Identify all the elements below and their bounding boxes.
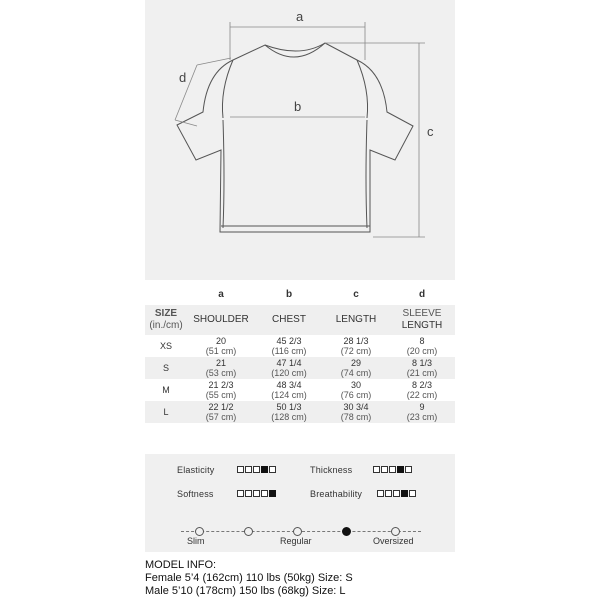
value-inches: 30 (350, 380, 361, 390)
value-inches: 9 (419, 402, 425, 412)
fit-dot (293, 527, 302, 536)
rating-box (245, 490, 252, 497)
tshirt-collar (265, 43, 325, 57)
fit-dot (244, 527, 253, 536)
rating-boxes-softness (237, 490, 276, 497)
rating-box (385, 490, 392, 497)
column-header-sleeve-length: SLEEVE LENGTH (389, 305, 455, 335)
fit-dot (195, 527, 204, 536)
column-letter: b (285, 288, 293, 300)
tshirt-diagram-panel (145, 0, 455, 280)
size-value-cell (187, 357, 255, 379)
value-cm: (55 cm) (205, 390, 237, 400)
size-value-cell (389, 379, 455, 401)
rating-box (373, 466, 380, 473)
size-value-cell (323, 357, 389, 379)
size-value-cell (389, 335, 455, 357)
rating-box (389, 466, 396, 473)
value-inches: 48 3/4 (276, 380, 302, 390)
rating-box (401, 490, 408, 497)
fit-dot (391, 527, 400, 536)
size-header: SIZE (154, 308, 178, 319)
tshirt-outline (177, 43, 413, 232)
column-letter: c (353, 288, 359, 300)
size-value-cell (323, 335, 389, 357)
value-inches: 28 1/3 (343, 336, 369, 346)
model-info (145, 559, 353, 598)
size-label: XS (159, 341, 172, 351)
rating-box (261, 466, 268, 473)
measure-c-label: c (427, 124, 434, 139)
value-cm: (116 cm) (271, 346, 307, 356)
attribute-label-thickness: Thickness (310, 465, 353, 475)
size-row (145, 335, 455, 357)
rating-boxes-breathability (377, 490, 416, 497)
rating-box (409, 490, 416, 497)
fit-label-slim: Slim (187, 536, 205, 546)
value-inches: 29 (350, 358, 361, 368)
fabric-properties-panel (145, 454, 455, 552)
rating-box (393, 490, 400, 497)
column-letter: d (418, 288, 426, 300)
value-inches: 21 (215, 358, 226, 368)
value-inches: 22 1/2 (208, 402, 234, 412)
size-value-cell (389, 401, 455, 423)
size-value-cell (187, 401, 255, 423)
value-cm: (72 cm) (340, 346, 372, 356)
value-inches: 21 2/3 (208, 380, 234, 390)
size-label: M (162, 385, 170, 395)
rating-box (405, 466, 412, 473)
value-cm: (128 cm) (271, 412, 307, 422)
rating-box (397, 466, 404, 473)
measure-d-label: d (179, 70, 187, 85)
value-cm: (78 cm) (340, 412, 372, 422)
size-rows (145, 335, 455, 423)
rating-box (269, 466, 276, 473)
value-inches: 20 (215, 336, 226, 346)
fit-dot (342, 527, 351, 536)
size-value-cell (187, 379, 255, 401)
attribute-label-elasticity: Elasticity (177, 465, 215, 475)
attribute-label-softness: Softness (177, 489, 214, 499)
measure-b-label: b (294, 99, 302, 114)
size-value-cell (323, 379, 389, 401)
size-value-cell (255, 335, 323, 357)
size-chart-table (145, 283, 455, 423)
column-header-length: LENGTH (323, 305, 389, 335)
rating-box (237, 466, 244, 473)
rating-box (261, 490, 268, 497)
measure-a-label: a (296, 9, 304, 24)
rating-box (245, 466, 252, 473)
tshirt-diagram (145, 0, 455, 280)
rating-box (253, 490, 260, 497)
value-inches: 47 1/4 (276, 358, 302, 368)
value-inches: 8 (419, 336, 425, 346)
value-cm: (23 cm) (406, 412, 438, 422)
value-cm: (120 cm) (271, 368, 307, 378)
column-letter: a (218, 288, 224, 300)
value-inches: 8 2/3 (411, 380, 433, 390)
value-inches: 30 3/4 (343, 402, 369, 412)
value-cm: (76 cm) (340, 390, 372, 400)
rating-box (237, 490, 244, 497)
model-info-male: Male 5’10 (178cm) 150 lbs (68kg) Size: L (145, 585, 346, 597)
value-cm: (74 cm) (340, 368, 372, 378)
value-inches: 50 1/3 (276, 402, 302, 412)
attribute-label-breathability: Breathability (310, 489, 363, 499)
column-letter-row (145, 283, 455, 305)
rating-box (253, 466, 260, 473)
rating-box (381, 466, 388, 473)
size-value-cell (255, 379, 323, 401)
value-cm: (57 cm) (205, 412, 237, 422)
rating-boxes-elasticity (237, 466, 276, 473)
size-header-cell (145, 305, 187, 335)
size-label: L (145, 401, 187, 423)
value-cm: (53 cm) (205, 368, 237, 378)
value-cm: (22 cm) (406, 390, 438, 400)
value-cm: (20 cm) (406, 346, 438, 356)
size-row (145, 401, 455, 423)
model-info-female: Female 5’4 (162cm) 110 lbs (50kg) Size: S (145, 572, 353, 584)
size-row (145, 379, 455, 401)
size-row (145, 357, 455, 379)
value-cm: (51 cm) (205, 346, 237, 356)
fit-label-regular: Regular (280, 536, 312, 546)
size-value-cell (255, 401, 323, 423)
rating-box (269, 490, 276, 497)
model-info-title: MODEL INFO: (145, 559, 217, 571)
column-header-chest: CHEST (255, 305, 323, 335)
rating-box (377, 490, 384, 497)
size-label: S (145, 357, 187, 379)
size-value-cell (255, 357, 323, 379)
column-header-shoulder: SHOULDER (187, 305, 255, 335)
value-cm: (124 cm) (271, 390, 307, 400)
rating-boxes-thickness (373, 466, 412, 473)
fit-label-oversized: Oversized (373, 536, 414, 546)
unit-header: (in./cm) (149, 320, 183, 331)
header-row (145, 305, 455, 335)
value-inches: 45 2/3 (276, 336, 302, 346)
size-value-cell (389, 357, 455, 379)
value-cm: (21 cm) (406, 368, 438, 378)
size-value-cell (323, 401, 389, 423)
value-inches: 8 1/3 (411, 358, 433, 368)
size-value-cell (187, 335, 255, 357)
